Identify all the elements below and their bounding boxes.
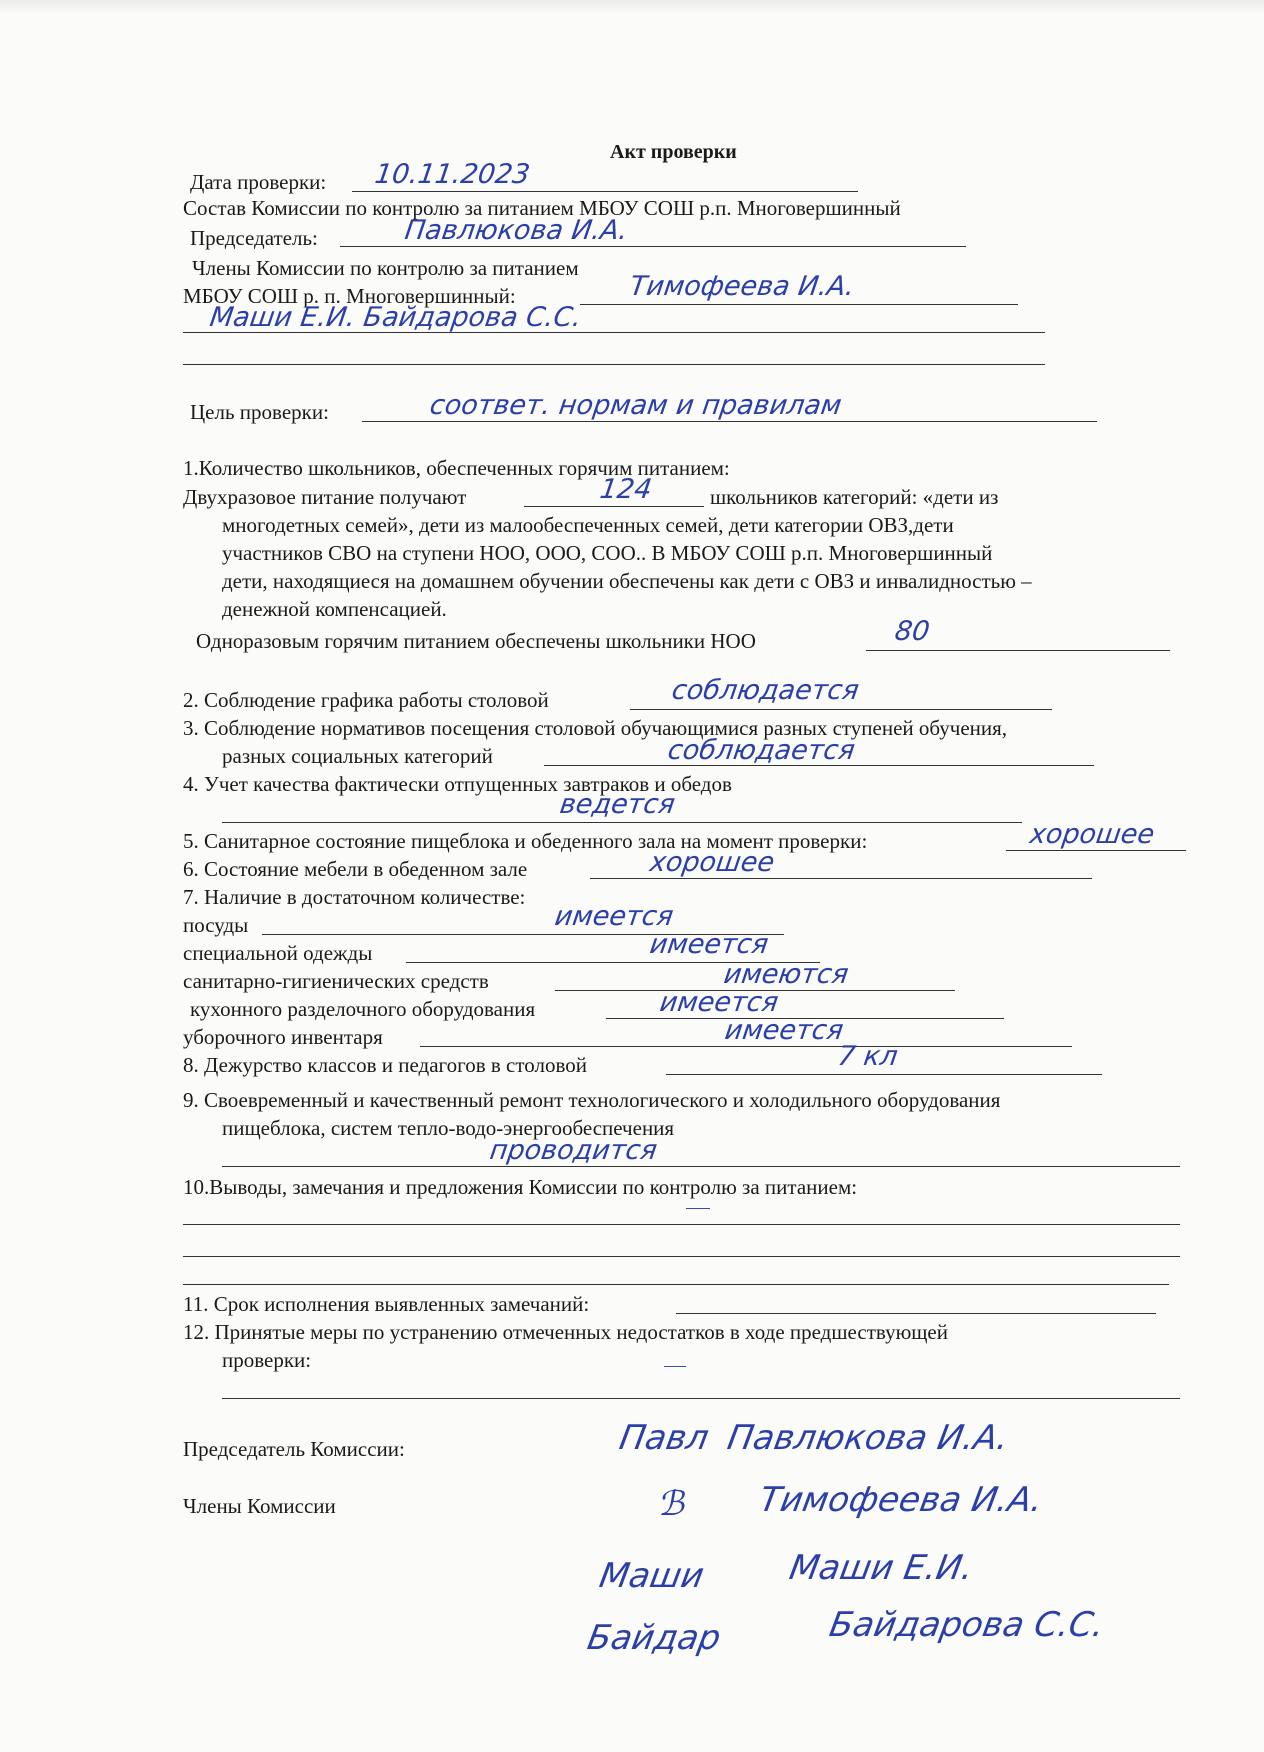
signature-chair-label: Председатель Комиссии: (183, 1437, 405, 1461)
item3-line2: разных социальных категорий (222, 744, 493, 768)
scan-top-edge (0, 0, 1264, 14)
item10-dash (686, 1208, 710, 1209)
item7-clothes-value: имеется (647, 929, 771, 960)
item7-kitchen-label: кухонного разделочного оборудования (190, 997, 536, 1021)
item7-kitchen-value: имеется (657, 987, 781, 1018)
document-title: Акт проверки (610, 141, 737, 163)
members-label-2: МБОУ СОШ р. п. Многовершинный: (183, 284, 516, 308)
item7-cleaning-label: уборочного инвентаря (183, 1025, 383, 1049)
members-line-3 (183, 364, 1045, 365)
item3-line1: 3. Соблюдение нормативов посещения столовой обучающимися разных ступеней обучения, (183, 716, 1008, 740)
item1-one-meal-count: 80 (892, 616, 932, 647)
item12-line (222, 1398, 1180, 1399)
chair-signature: Павл (616, 1418, 712, 1458)
item10-line-3 (183, 1284, 1169, 1285)
item6-label: 6. Состояние мебели в обеденном зале (183, 857, 528, 881)
item8-label: 8. Дежурство классов и педагогов в столовой (183, 1053, 587, 1077)
members-value-2: Маши Е.И. Байдарова С.С. (207, 302, 584, 333)
members-label-1: Члены Комиссии по контролю за питанием (192, 256, 579, 280)
members-value-1: Тимофеева И.А. (627, 271, 857, 302)
item9-line (222, 1166, 1180, 1167)
item1-line2: многодетных семей», дети из малообеспеченных семей, дети категории ОВЗ,дети (222, 513, 954, 537)
item2-value: соблюдается (669, 675, 861, 706)
item11-label: 11. Срок исполнения выявленных замечаний: (183, 1292, 590, 1316)
item1-line4: дети, находящиеся на домашнем обучении обеспечены как дети с ОВЗ и инвалидностью – (222, 569, 1032, 593)
item1-two-meal-count: 124 (597, 474, 654, 505)
item8-line (666, 1074, 1102, 1075)
item6-value: хорошее (647, 847, 777, 878)
item7-hygiene-label: санитарно-гигиенических средств (183, 969, 489, 993)
item2-label: 2. Соблюдение графика работы столовой (183, 688, 549, 712)
item12-line1: 12. Принятые меры по устранению отмеченных недостатков в ходе предшествующей (183, 1320, 948, 1344)
item5-value: хорошее (1027, 819, 1157, 850)
member1-name-handwritten: Тимофеева И.А. (756, 1480, 1046, 1520)
item10-line-2 (183, 1256, 1180, 1257)
item1-one-meal-line (866, 650, 1170, 651)
item9-line1: 9. Своевременный и качественный ремонт технологического и холодильного оборудования (183, 1088, 1001, 1112)
chair-name-handwritten: Павлюкова И.А. (724, 1418, 1012, 1458)
item7-dishes-label: посуды (183, 913, 249, 937)
member3-signature: Байдар (584, 1618, 724, 1658)
item1-two-meal-a: Двухразовое питание получают (183, 485, 467, 509)
member1-signature-mark: ℬ (656, 1484, 691, 1524)
item10-line-1 (183, 1224, 1180, 1225)
item7-clothes-label: специальной одежды (183, 941, 373, 965)
item1-line3: участников СВО на ступени НОО, ООО, СОО.. В МБОУ СОШ р.п. Многовершинный (222, 541, 993, 565)
member3-name-handwritten: Байдарова С.С. (826, 1605, 1108, 1645)
item9-line2: пищеблока, систем тепло-водо-энергообеспечения (222, 1116, 675, 1140)
item11-line (676, 1313, 1156, 1314)
item12-line2: проверки: (222, 1348, 312, 1372)
item6-line (590, 878, 1092, 879)
date-value: 10.11.2023 (372, 159, 532, 190)
item3-value: соблюдается (665, 735, 857, 766)
chair-label: Председатель: (190, 226, 318, 250)
purpose-label: Цель проверки: (190, 400, 329, 424)
chair-line (340, 246, 966, 247)
item1-title: 1.Количество школьников, обеспеченных горячим питанием: (183, 456, 730, 480)
item4-value: ведется (557, 789, 677, 820)
item1-two-meal-line (524, 506, 704, 507)
item9-value: проводится (487, 1135, 660, 1166)
date-line (352, 191, 858, 192)
item7-cleaning-line (420, 1046, 1072, 1047)
item8-value: 7 кл (835, 1041, 900, 1072)
item10-label: 10.Выводы, замечания и предложения Комиссии по контролю за питанием: (183, 1175, 858, 1199)
item7-hygiene-value: имеются (721, 959, 851, 990)
item7-dishes-value: имеется (552, 901, 676, 932)
purpose-value: соответ. нормам и правилам (427, 390, 844, 421)
item7-cleaning-value: имеется (722, 1015, 846, 1046)
item12-dash (664, 1366, 686, 1367)
item4-line (222, 822, 1022, 823)
item5-label: 5. Санитарное состояние пищеблока и обеденного зала на момент проверки: (183, 829, 868, 853)
member2-signature: Маши (596, 1556, 707, 1596)
member2-name-handwritten: Маши Е.И. (786, 1548, 977, 1588)
item2-line (630, 709, 1052, 710)
chair-value: Павлюкова И.А. (402, 215, 630, 246)
members-line-1 (580, 304, 1018, 305)
signature-members-label: Члены Комиссии (183, 1494, 336, 1518)
commission-line: Состав Комиссии по контролю за питанием МБОУ СОШ р.п. Многовершинный (183, 196, 901, 220)
item1-two-meal-b: школьников категорий: «дети из (710, 485, 999, 509)
item5-line (1006, 850, 1186, 851)
date-label: Дата проверки: (190, 170, 327, 194)
item1-one-meal: Одноразовым горячим питанием обеспечены школьники НОО (196, 629, 756, 653)
purpose-line (362, 421, 1097, 422)
item7-title: 7. Наличие в достаточном количестве: (183, 885, 526, 909)
item1-line5: денежной компенсацией. (222, 597, 447, 621)
item4-label: 4. Учет качества фактически отпущенных завтраков и обедов (183, 772, 732, 796)
